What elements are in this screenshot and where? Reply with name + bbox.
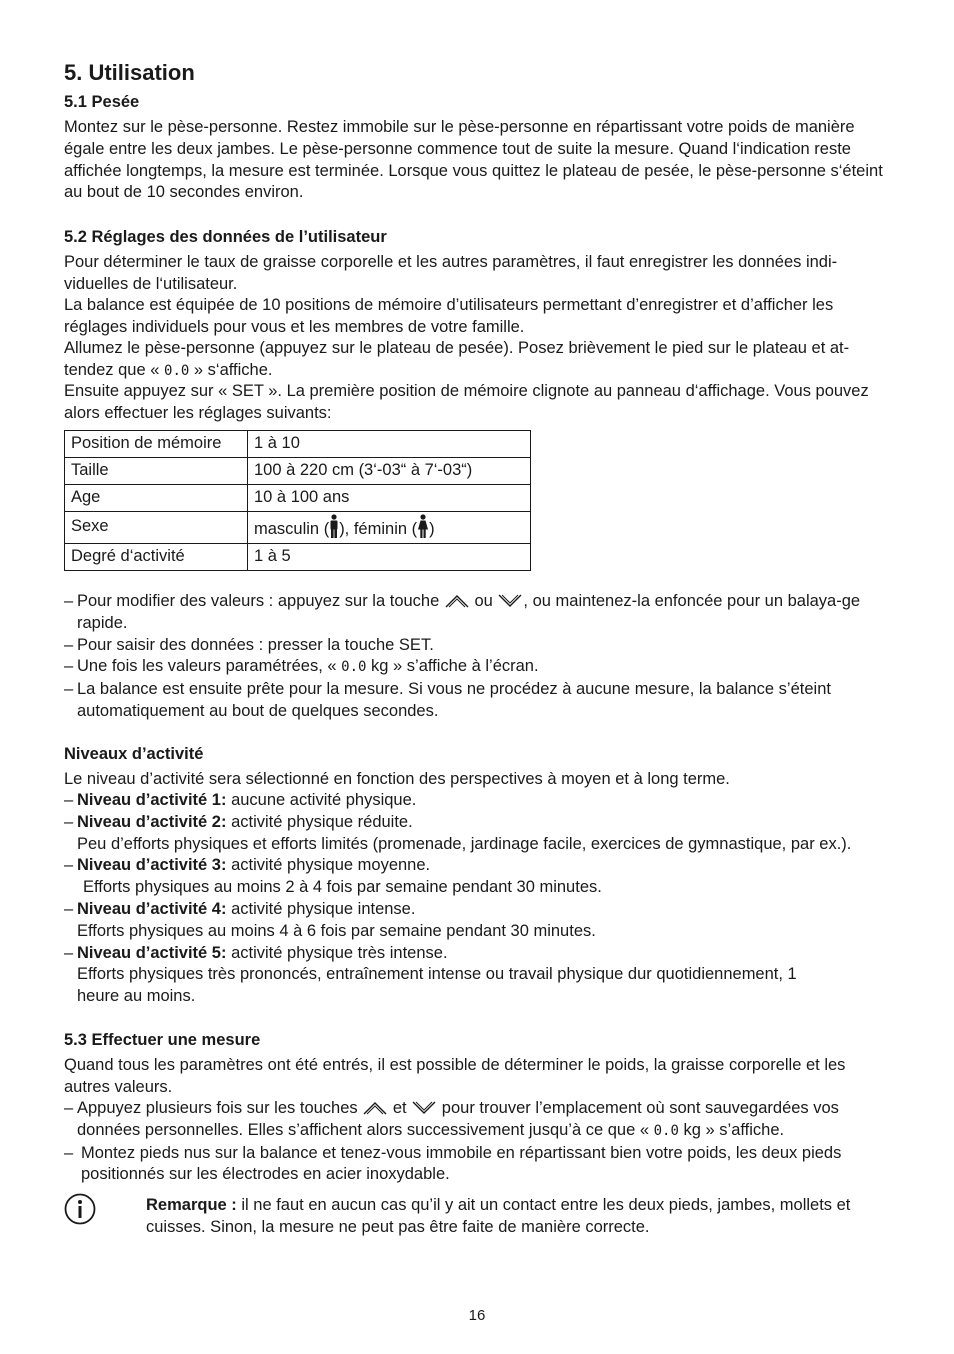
table-row	[65, 485, 531, 512]
settings-table	[64, 430, 531, 571]
list-item: – La balance est ensuite prête pour la mesure. Si vous ne procédez à aucune mesure, la balance s’éteint automatiquement au bout de quelques secondes.	[64, 680, 831, 720]
list-item: – Pour saisir des données : presser la touche SET.	[64, 635, 434, 654]
heading-activity-levels: Niveaux d’activité	[64, 745, 204, 763]
up-arrow-icon	[444, 593, 470, 609]
list-item: – Montez pieds nus sur la balance et tenez-vous immobile en répartissant bien votre poids, les deux pieds positionnés sur les électrodes en acier inoxydable.	[64, 1143, 842, 1184]
table-cell: Age	[65, 485, 248, 512]
table-cell: Position de mémoire	[65, 431, 248, 458]
table-row	[65, 458, 531, 485]
paragraph-5-3: Quand tous les paramètres ont été entrés, il est possible de déterminer le poids, la graisse corporelle et les autres valeurs.	[64, 1056, 846, 1096]
table-row	[65, 431, 531, 458]
table-cell: masculin ( ), féminin ( )	[248, 512, 531, 544]
male-icon	[329, 514, 339, 538]
table-row	[65, 512, 531, 544]
table-cell: 1 à 5	[248, 544, 531, 571]
paragraph-activity-intro: Le niveau d’activité sera sélectionné en fonction des perspectives à moyen et à long terme.	[64, 770, 730, 788]
table-cell: 1 à 10	[248, 431, 531, 458]
down-arrow-icon	[497, 593, 523, 609]
bullet-list-5-3	[64, 1098, 892, 1186]
display-digits: 0.0	[341, 659, 367, 676]
list-item: – Pour modifier des valeurs : appuyez sur la touche ou , ou maintenez-la enfoncée pour un balaya-ge rapide.	[64, 592, 861, 632]
heading-5-2: 5.2 Réglages des données de l’utilisateur	[64, 228, 387, 246]
list-item: – Niveau d’activité 3: activité physique moyenne. Efforts physiques au moins 2 à 4 fois par semaine pendant 30 minutes.	[64, 856, 602, 897]
list-item: – Une fois les valeurs paramétrées, « 0.0 kg » s’affiche à l’écran.	[64, 656, 892, 679]
paragraph-5-1: Montez sur le pèse-personne. Restez immobile sur le pèse-personne en répartissant votre poids de manière égale entre les deux jambes. Le pèse-personne commence tout de suite la mesure. Quand l‘indication reste affichée longtemps, la mesure est terminée. Lorsque vous quittez le plateau de pesée, le pèse-personne s‘éteint au bout de 10 secondes environ.	[64, 118, 883, 202]
list-item: – Appuyez plusieurs fois sur les touches et pour trouver l’emplacement où sont sauvegardées vos données personnelles. Elles s’affichent alors successivement jusqu’à ce que « 0.0 kg » s’affiche.	[64, 1098, 892, 1143]
page-number: 16	[468, 1307, 486, 1324]
paragraph-5-2-b: La balance est équipée de 10 positions de mémoire d’utilisateurs permettant d’enregistrer et d’afficher les réglages individuels pour vous et les membres de votre famille.	[64, 296, 834, 336]
table-cell: 100 à 220 cm (3‘-03“ à 7‘-03“)	[248, 458, 531, 485]
activity-level-list	[64, 790, 892, 1008]
info-icon	[64, 1193, 96, 1225]
down-arrow-icon	[411, 1100, 437, 1116]
display-digits: 0.0	[653, 1122, 679, 1139]
paragraph-5-2-c: Allumez le pèse-personne (appuyez sur le plateau de pesée). Posez brièvement le pied sur le plateau et at-tendez que « 0.0 » s‘affiche.	[64, 338, 892, 383]
list-item: – Niveau d’activité 2: activité physique réduite. Peu d’efforts physiques et efforts limités (promenade, jardinage facile, exercices de gymnastique, par ex.).	[64, 812, 852, 853]
heading-5-3: 5.3 Effectuer une mesure	[64, 1031, 261, 1049]
paragraph-5-2-a: Pour déterminer le taux de graisse corporelle et les autres paramètres, il faut enregistrer les données indi-viduelles de l‘utilisateur.	[64, 253, 838, 293]
list-item: – Niveau d’activité 5: activité physique très intense. Efforts physiques très prononcés, entraînement intense ou travail physique dur quotidiennement, 1 heure au moins.	[64, 943, 797, 1006]
table-cell: Taille	[65, 458, 248, 485]
display-digits: 0.0	[164, 362, 190, 379]
list-item: – Niveau d’activité 1: aucune activité physique.	[64, 791, 417, 809]
table-cell: Sexe	[65, 512, 248, 544]
table-cell: Degré d‘activité	[65, 544, 248, 571]
up-arrow-icon	[362, 1100, 388, 1116]
section-title: 5. Utilisation	[64, 60, 195, 85]
table-cell: 10 à 100 ans	[248, 485, 531, 512]
heading-5-1: 5.1 Pesée	[64, 93, 140, 111]
bullet-list-5-2	[64, 591, 892, 723]
female-icon	[417, 514, 429, 538]
table-row	[65, 544, 531, 571]
paragraph-5-2-d: Ensuite appuyez sur « SET ». La première position de mémoire clignote au panneau d‘affichage. Vous pouvez alors effectuer les réglages suivants:	[64, 382, 869, 422]
list-item: – Niveau d’activité 4: activité physique intense. Efforts physiques au moins 4 à 6 fois par semaine pendant 30 minutes.	[64, 899, 596, 940]
note-paragraph: Remarque : il ne faut en aucun cas qu’il y ait un contact entre les deux pieds, jambes, mollets et cuisses. Sinon, la mesure ne peut pas être faite de manière correcte.	[146, 1196, 851, 1236]
